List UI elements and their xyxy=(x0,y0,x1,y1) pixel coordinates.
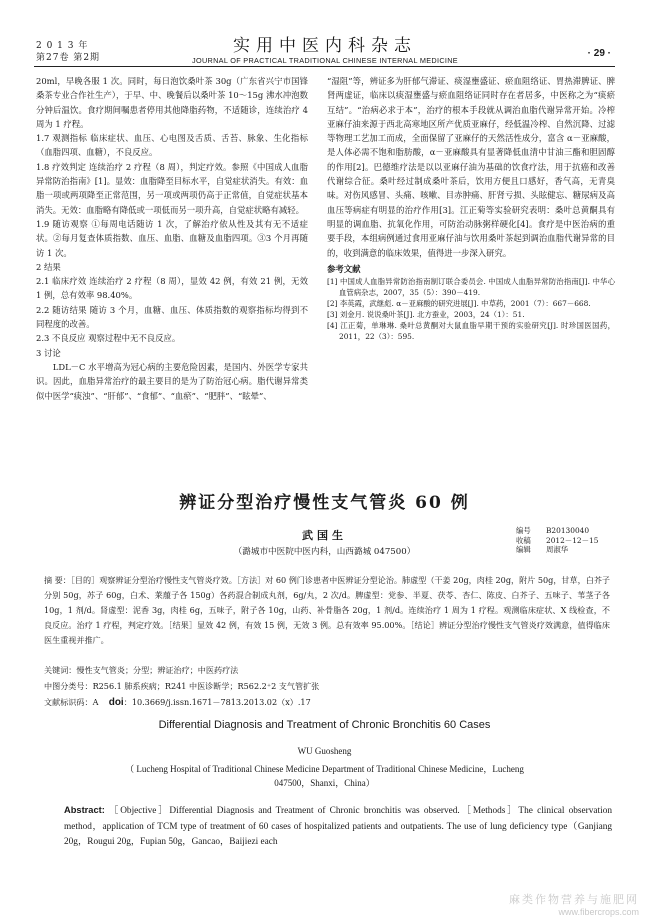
english-abstract-text: ［Objective］Differential Diagnosis and Treatment of Chronic bronchitis was observed.［Methods］The clinical observation method，application of TCM type of treatment of 60 cases of hospitalized patients and outpatients. The use of lung deficiency type（Ganjiang 20g，Rougui 20g，Fupian 50g，Gancao，Baijiezi each xyxy=(64,806,613,847)
left-paragraph: 3 讨论 xyxy=(36,347,61,358)
article-affiliation: （潞城市中医院中医内科，山西潞城 047500） xyxy=(233,547,416,557)
left-paragraph: 20ml，早晚各服 1 次。同时，每日泡饮桑叶茶 30g（广东省兴宁市国锋桑茶专业合作社生产），于早、中、晚餐后以桑叶茶 10～15g 沸水冲泡数分钟后温饮。食疗期间嘱患者停用其他降脂药物，不适随诊，连续治疗 4 周为 1 疗程。 xyxy=(36,76,308,129)
left-paragraph: 2.2 随访结果 随访 3 个月，血糖、血压、体质指数的观察指标均得到不同程度的改善。 xyxy=(36,304,308,330)
meta-key: 收稿 xyxy=(516,535,531,545)
meta-value: 2012－12－15 xyxy=(546,535,599,545)
references-heading: 参考文献 xyxy=(327,263,361,274)
english-abstract xyxy=(64,803,612,851)
meta-value: 周淑华 xyxy=(546,545,569,555)
article-author: 武国生 xyxy=(302,529,347,542)
reference-item: [2] 李英霞，武继彪. α－亚麻酸的研究进展[J]. 中草药，2001（7）：667－668. xyxy=(327,299,591,309)
left-paragraph: 2 结果 xyxy=(36,261,61,272)
meta-row xyxy=(516,526,598,536)
abstract xyxy=(44,573,610,648)
meta-key: 编辑 xyxy=(516,545,531,555)
article-meta xyxy=(516,526,598,555)
doc-code: 文献标识码：A xyxy=(44,697,99,707)
meta-value: B20130040 xyxy=(546,526,590,535)
issue-info xyxy=(36,40,100,64)
doi-value: ：10.3669/j.issn.1671－7813.2013.02（x）.17 xyxy=(123,697,311,707)
journal-title-en: JOURNAL OF PRACTICAL TRADITIONAL CHINESE INTERNAL MEDICINE xyxy=(192,56,458,65)
keywords: 关键词：慢性支气管炎；分型；辨证治疗；中医药疗法 xyxy=(44,665,239,675)
classification-number: 中图分类号：R256.1 肺系疾病；R241 中医诊断学；R562.2⁺2 支气管扩张 xyxy=(44,681,320,691)
issue-year: 2 0 1 3 年 xyxy=(36,41,89,51)
abstract-label: 摘 要： xyxy=(44,575,71,585)
english-title: Differential Diagnosis and Treatment of Chronic Bronchitis 60 Cases xyxy=(158,719,491,731)
english-author: WU Guosheng xyxy=(297,746,352,756)
left-paragraph: 1.7 观测指标 临床症状、血压、心电图及舌质、舌苔、脉象、生化指标（血脂四项、血糖），不良反应。 xyxy=(36,133,308,158)
references-list xyxy=(327,276,615,342)
header-divider xyxy=(34,66,615,67)
meta-row xyxy=(516,536,598,546)
english-affiliation: （ Lucheng Hospital of Traditional Chinese Medicine Department of Traditional Chinese Medicine，Lucheng 047500，Shanxi，China） xyxy=(125,764,524,788)
right-column xyxy=(327,74,615,342)
doc-code-doi xyxy=(44,695,610,710)
left-paragraph: 2.3 不良反应 观察过程中无不良反应。 xyxy=(36,333,181,344)
left-paragraph: 1.8 疗效判定 连续治疗 2 疗程（8 周），判定疗效。参照《中国成人血脂异常防治指南》[1]。显效：血脂降至目标水平，自觉症状消失。有效：血脂一项或两项降至正常范围，另一项或两项仍高于正常值，自觉症状基本消失。无效：血脂略有降低或一项低而另一项升高，自觉症状略有减轻。 xyxy=(36,161,308,215)
reference-item: [4] 江正菊，单琳琳. 桑叶总黄酮对大鼠血脂早期干预的实验研究[J]. 时珍国医国药，2011，22（3）：595. xyxy=(327,321,615,342)
watermark xyxy=(509,891,639,917)
reference-item: [1] 中国成人血脂异常防治指南制订联合委员会. 中国成人血脂异常防治指南[J]. 中华心血管病杂志，2007，35（5）：390－419. xyxy=(327,277,615,298)
issue-volume: 第27卷 第2期 xyxy=(36,53,101,63)
journal-title-cn: 实用中医内科杂志 xyxy=(233,36,417,56)
doi-label: doi xyxy=(108,697,124,708)
meta-key: 编号 xyxy=(516,526,531,535)
right-paragraph: “湿阻”等，辨证多为肝郁气滞证、痰湿壅盛证、瘀血阻络证、胃热滞脾证、脾肾两虚证，临床以痰湿壅盛与瘀血阻络证同时存在者居多，中医称之为“痰瘀互结”。“治病必求于本”，治疗的根本手段就从调治血脂代谢异常开始。冷榨亚麻仔油来源于西北高寒地区所产优质亚麻仔，经低温冷榨、自然沉降、过滤等物理工艺加工而成，全面保留了亚麻仔的天然活性成分，富含 α－亚麻酸，是人体必需不饱和脂肪酸，α－亚麻酸具有显著降低血清中甘油三酯和胆固醇的作用[2]。巴德维疗法是以以亚麻仔油为基础的饮食疗法，用于抗癌和改善代谢综合征。桑叶经过制成桑叶茶后，饮用方便且口感好，香气高，无青臭味。对伤风感冒、头痛、咳嗽、目赤肿痛、肝肾亏损、头眩健忘、糖尿病及高血压等病症有明显的治疗作用[3]。江正菊等实验研究表明：桑叶总黄酮具有明显的调血脂、抗氧化作用，可防治动脉粥样硬化[4]。食疗是中医治病的重要手段，本组病例通过食用亚麻仔油与饮用桑叶茶起到调治血脂代谢异常的目的，收到满意的临床效果，值得进一步深入研究。 xyxy=(327,76,615,258)
journal-title-block xyxy=(160,36,490,66)
abstract-text: ［目的］观察辨证分型治疗慢性支气管炎疗效。［方法］对 60 例门诊患者中医辨证分型论治。肺虚型（干姜 20g，肉桂 20g，附片 50g，甘草，白芥子分别 50g，苏子 60g，白术、莱菔子各 150g）各药混合制成丸剂，6g/丸，2 次/d。脾虚型：党参、半夏、茯苓、杏仁、陈皮、白芥子、五味子、苇茎子各 10g，1 剂/d。肾虚型：泥香 3g，肉桂 6g，五味子，附子各 10g，山药、补骨脂各 20g，1 剂/d。连续治疗 1 周为 1 疗程。观测临床症状、X 线检查，不良反应。治疗 1 疗程，判定疗效。［结果］显效 42 例，有效 15 例，无效 3 例。总有效率 95.00%。［结论］辨证分型治疗慢性支气管炎疗效满意，值得临床医生重视并推广。 xyxy=(44,575,611,645)
right-column-body xyxy=(327,74,615,260)
left-paragraph: 2.1 临床疗效 连续治疗 2 疗程（8 周），显效 42 例，有效 21 例，无效 1 例，总有效率 98.40%。 xyxy=(36,276,308,301)
left-paragraph: 1.9 随访观察 ①每周电话随访 1 次，了解治疗依从性及其有无不适症状。②每月复查体质指数、血压、血脂、血糖及血脂四项。③3 个月再随访 1 次。 xyxy=(36,218,308,258)
page-number: · 29 · xyxy=(587,48,611,59)
watermark-line-1: 麻类作物营养与施肥网 xyxy=(509,894,639,906)
article-title: 辨证分型治疗慢性支气管炎 60 例 xyxy=(179,493,470,513)
watermark-line-2: www.fibercrops.com xyxy=(558,907,639,917)
left-paragraph: LDL－C 水平增高为冠心病的主要危险因素，是国内、外医学专家共识。因此，血脂异常治疗的最主要目的是为了防治冠心病。脂代谢异常类似中医学“痰浊”、“肝郁”、“食郁”、“血瘀”、“肥胖”、“眩晕”、 xyxy=(36,361,308,401)
left-column xyxy=(36,74,308,403)
english-abstract-label: Abstract: xyxy=(64,805,105,815)
reference-item: [3] 刘金月. 说说桑叶茶[J]. 北方蚕业，2003，24（1）：51. xyxy=(327,310,525,320)
meta-row xyxy=(516,545,598,555)
